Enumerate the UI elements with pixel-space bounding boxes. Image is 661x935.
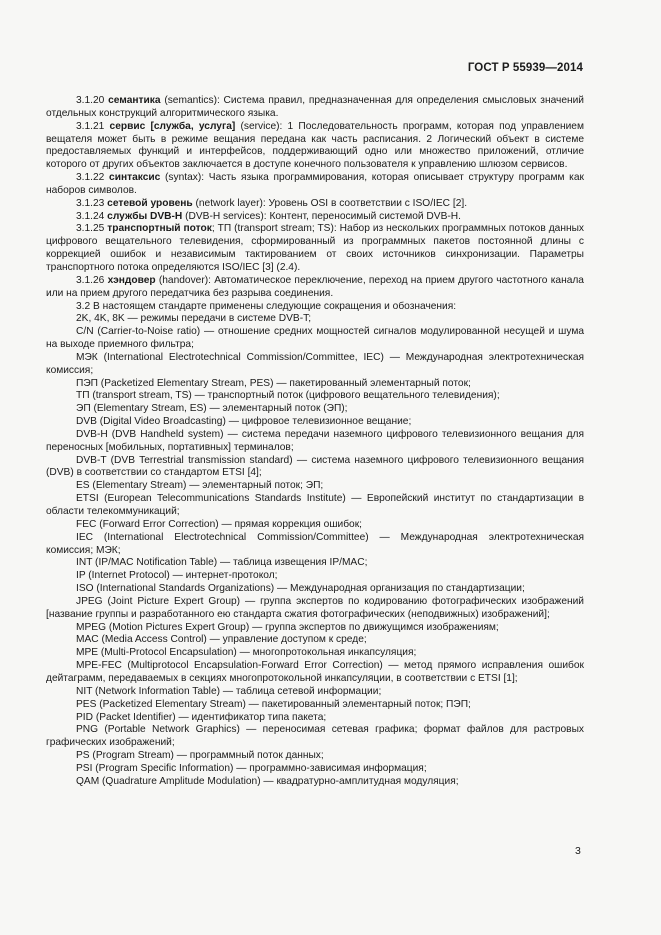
definition-number: 3.1.26 xyxy=(76,274,105,286)
abbreviation-item: INT (IP/MAC Notification Table) — таблица извещения IP/MAC; xyxy=(76,557,368,569)
definition-text: (service): 1 Последовательность программ, которая под управлением вещателя может быть в режиме вещания передана как часть расписания. 2 Логический объект в системе предоставляемых функций и интерфейсов, поддерживающий одно или множество приложений, отличие которого от других объектов заключается в доступе конечного пользователя к управлению шлюзом сервисов. xyxy=(46,120,584,171)
definition-text: ; ТП (transport stream; TS): Набор из нескольких программных потоков данных цифрового вещательного телевидения, сформированный из программных пакетов постоянной длины с коррекцией ошибок и независимым тактированием от своих источников синхронизации. Параметры транспортного потока определяются ISO/IEC [3] (2.4). xyxy=(46,223,584,273)
page-number: 3 xyxy=(575,845,581,857)
abbreviation-item: ES (Elementary Stream) — элементарный поток; ЭП; xyxy=(76,480,324,492)
definition-term: сервис [служба, услуга] xyxy=(109,120,236,132)
abbreviation-item: ПЭП (Packetized Elementary Stream, PES) — пакетированный элементарный поток; xyxy=(76,377,471,389)
definition-3-1-26 xyxy=(46,275,584,301)
definition-number: 3.1.22 xyxy=(76,172,105,184)
definition-3-1-25 xyxy=(46,223,584,274)
definition-text: (handover): Автоматическое переключение, переход на прием другого частотного канала или на прием другого передатчика без разрыва соединения. xyxy=(46,274,584,299)
abbreviation-item: DVB (Digital Video Broadcasting) — цифровое телевизионное вещание; xyxy=(76,416,412,428)
abbreviation-item: IP (Internet Protocol) — интернет-протокол; xyxy=(76,570,278,582)
definition-number: 3.1.24 xyxy=(76,210,105,222)
definition-term: синтаксис xyxy=(109,172,161,184)
abbreviation-item: PID (Packet Identifier) — идентификатор типа пакета; xyxy=(76,711,327,723)
abbreviation-item: PES (Packetized Elementary Stream) — пакетированный элементарный поток; ПЭП; xyxy=(76,698,471,710)
abbreviation-item: JPEG (Joint Picture Expert Group) — группа экспертов по кодированию фотографических изображений [название группы и разработанного ею стандарта сжатия фотографических (неподвижных) изображений]; xyxy=(46,595,584,620)
abbreviation-item: ISO (International Standards Organizations) — Международная организация по стандартизации; xyxy=(76,583,525,595)
abbreviation-item: ЭП (Elementary Stream, ES) — элементарный поток (ЭП); xyxy=(76,403,348,415)
definition-term: службы DVB-H xyxy=(107,210,183,222)
definition-number: 3.1.23 xyxy=(76,197,105,209)
abbreviation-item: ETSI (European Telecommunications Standards Institute) — Европейский институт по стандартизации в области телекоммуникаций; xyxy=(46,493,584,517)
abbreviation-item: QAM (Quadrature Amplitude Modulation) — квадратурно-амплитудная модуляция; xyxy=(76,775,459,787)
abbreviation-item: МЭК (International Electrotechnical Commission/Committee, IEC) — Международная электротехническая комиссия; xyxy=(46,351,584,376)
definition-3-1-20 xyxy=(46,95,584,121)
definition-term: семантика xyxy=(108,95,161,106)
abbreviation-item: PNG (Portable Network Graphics) — переносимая сетевая графика; формат файлов для растровых графических изображений; xyxy=(46,724,584,749)
definition-number: 3.1.21 xyxy=(76,120,105,132)
abbreviation-item: MAC (Media Access Control) — управление доступом к среде; xyxy=(76,634,367,646)
abbreviation-item: IEC (International Electrotechnical Commission/Committee) — Международная электротехническая комиссия; МЭК; xyxy=(46,531,584,556)
abbreviation-item: NIT (Network Information Table) — таблица сетевой информации; xyxy=(76,685,382,697)
abbreviation-item: PSI (Program Specific Information) — программно-зависимая информация; xyxy=(76,762,427,774)
definition-number: 3.1.25 xyxy=(76,223,105,235)
definition-number: 3.1.20 xyxy=(76,95,105,106)
abbreviation-item: FEC (Forward Error Correction) — прямая коррекция ошибок; xyxy=(76,518,362,530)
abbreviation-item: C/N (Carrier-to-Noise ratio) — отношение средних мощностей сигналов модулированной несущей и шума на выходе приемного фильтра; xyxy=(46,326,584,351)
abbreviation-item: DVB-T (DVB Terrestrial transmission standard) — система наземного цифрового телевизионного вещания (DVB) в соответствии со стандартом ETSI [4]; xyxy=(46,454,584,479)
document-header: ГОСТ Р 55939—2014 xyxy=(467,62,583,74)
abbreviation-item: MPE (Multi-Protocol Encapsulation) — многопротокольная инкапсуляция; xyxy=(76,647,417,659)
definition-term: транспортный поток xyxy=(107,223,212,235)
abbreviation-list xyxy=(46,313,584,788)
definition-text: (DVB-H services): Контент, переносимый системой DVB-H. xyxy=(182,210,461,222)
document-body xyxy=(46,95,584,789)
abbreviation-item: 2K, 4K, 8K — режимы передачи в системе DVB-T; xyxy=(76,313,312,325)
definition-text: (semantics): Система правил, предназначенная для определения смысловых значений отдельных конструкций алгоритмического языка. xyxy=(46,95,584,119)
section-intro: 3.2 В настоящем стандарте применены следующие сокращения и обозначения: xyxy=(76,300,457,312)
abbreviation-item: PS (Program Stream) — программный поток данных; xyxy=(76,750,324,762)
definition-term: хэндовер xyxy=(107,274,156,286)
definition-text: (syntax): Часть языка программирования, которая описывает структуру программ как наборов символов. xyxy=(46,172,584,196)
definition-term: сетевой уровень xyxy=(107,197,193,209)
abbreviation-item: MPEG (Motion Pictures Expert Group) — группа экспертов по движущимся изображениям; xyxy=(76,621,499,633)
abbreviation-item: DVB-H (DVB Handheld system) — система передачи наземного цифрового телевизионного вещания для переносных [мобильных, портативных] терминалов; xyxy=(46,428,584,453)
definition-3-1-24 xyxy=(46,211,584,224)
definition-text: (network layer): Уровень OSI в соответствии с ISO/IEC [2]. xyxy=(192,197,468,209)
definition-3-1-21 xyxy=(46,121,584,172)
abbreviation-item: MPE-FEC (Multiprotocol Encapsulation-Forward Error Correction) — метод прямого исправления ошибок дейтаграмм, передаваемых в секциях многопротокольной инкапсуляции, в соответствии с ETSI [1]; xyxy=(46,660,584,684)
abbreviation-item: ТП (transport stream, TS) — транспортный поток (цифрового вещательного телевидения); xyxy=(76,390,500,402)
definition-3-1-23 xyxy=(46,198,584,211)
definition-3-1-22 xyxy=(46,172,584,198)
